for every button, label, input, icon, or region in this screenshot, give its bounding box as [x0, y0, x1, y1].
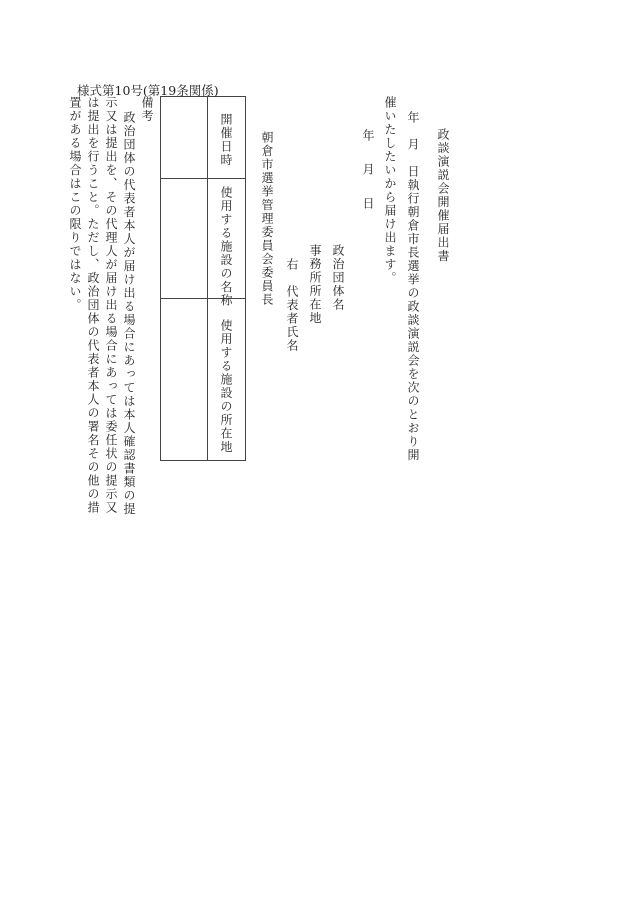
event-table [160, 96, 246, 461]
office-address-label: 事務所所在地 [308, 244, 322, 325]
notes-line-4: 置がある場合はこの限りではない。 [68, 96, 82, 312]
table-header-facility-name: 使用する施設の名称 [219, 186, 233, 308]
political-org-name-label: 政治団体名 [331, 244, 345, 312]
notes-line-1: 政治団体の代表者本人が届け出る場合にあっては本人確認書類の提 [122, 111, 136, 516]
representative-name-label: 右 代表者氏名 [285, 258, 299, 353]
table-row-divider [161, 178, 245, 179]
table-header-facility-address: 使用する施設の所在地 [219, 319, 233, 454]
table-header-datetime: 開催日時 [219, 113, 233, 167]
table-divider [207, 97, 208, 460]
addressee: 朝倉市選挙管理委員会委員長 [260, 131, 274, 307]
intro-text-line-1: 年 月 日執行朝倉市長選挙の政談演説会を次のとおり開 [406, 111, 420, 462]
notes-line-3: は提出を行うこと。ただし、政治団体の代表者本人の署名その他の措 [86, 96, 100, 515]
form-number: 様式第10号(第19条関係) [77, 83, 219, 98]
document-title: 政談演説会開催届出書 [436, 128, 450, 263]
intro-text-line-2: 催いたしたいから届け出ます。 [383, 96, 397, 285]
notes-heading: 備考 [140, 96, 154, 123]
submission-date: 年 月 日 [361, 129, 375, 214]
notes-line-2: 示又は提出を、その代理人が届け出る場合にあっては委任状の提示又 [104, 96, 118, 515]
